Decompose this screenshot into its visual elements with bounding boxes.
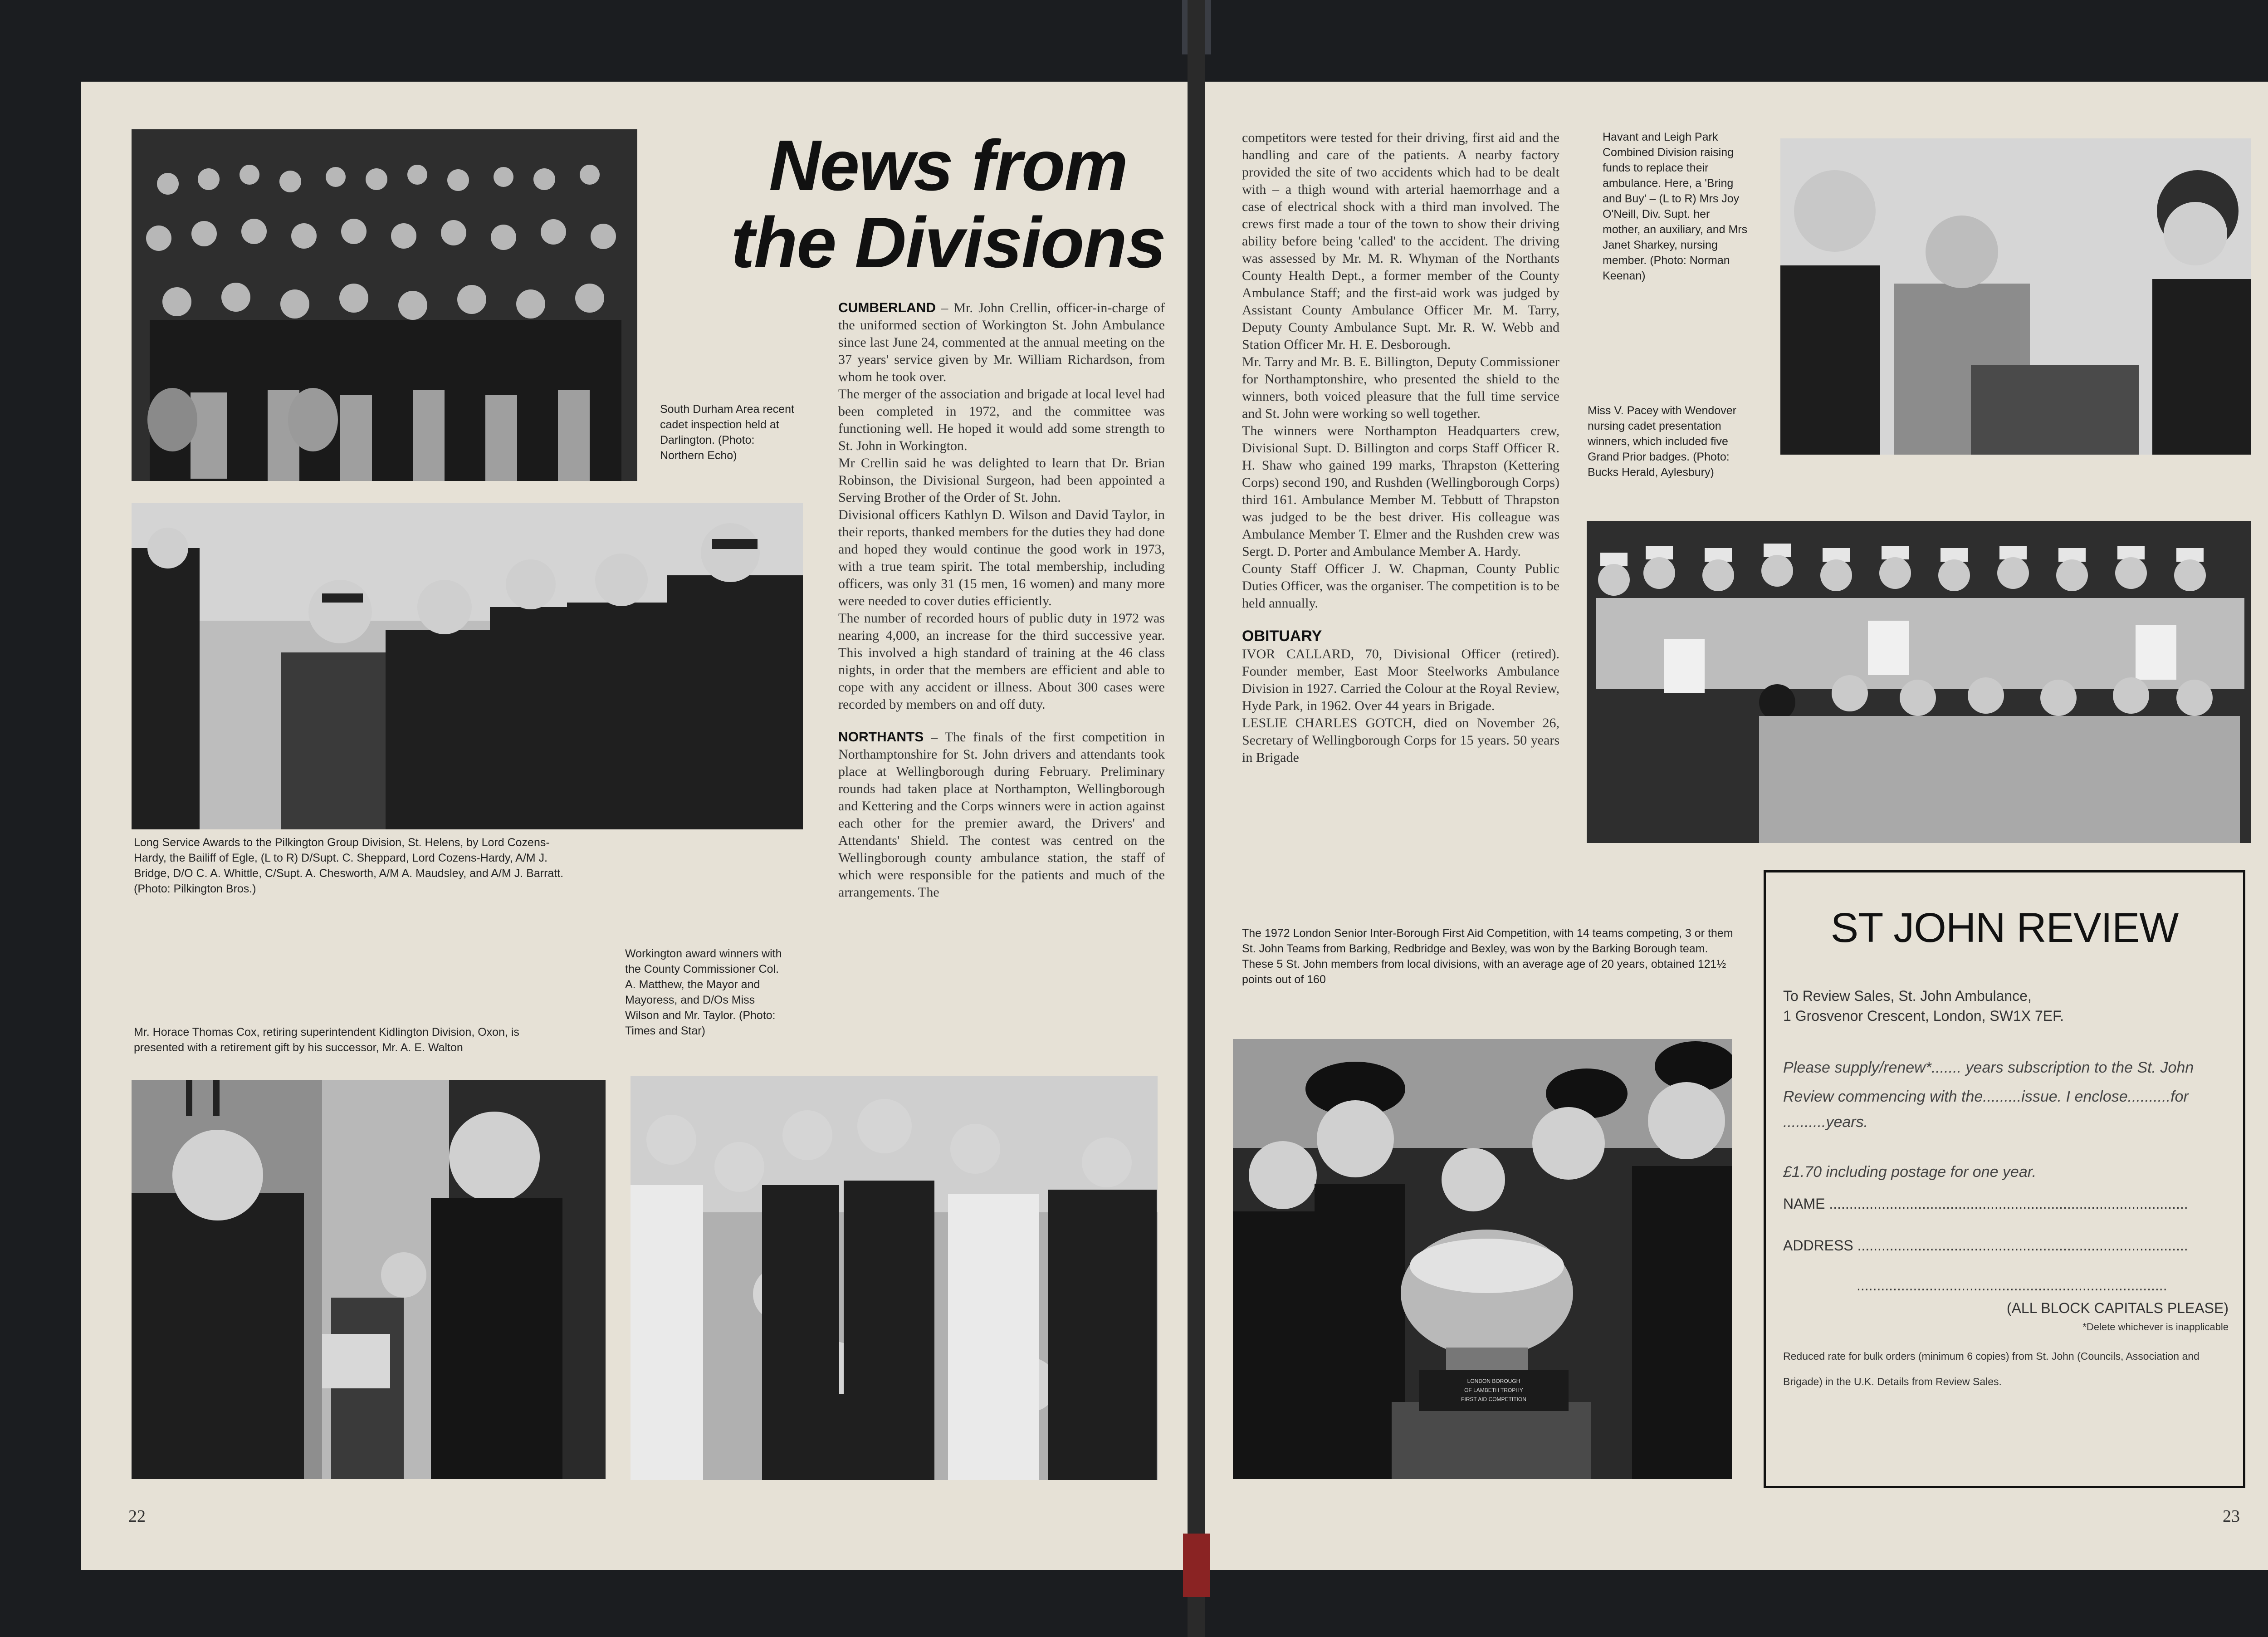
form-name-field[interactable]: NAME ......................................................................................... <box>1783 1196 2188 1212</box>
trophy-plaque <box>1419 1370 1569 1411</box>
photo-horace-cox-retirement <box>132 1080 606 1479</box>
obituary-paragraph-2: LESLIE CHARLES GOTCH, died on November 26, Secretary of Wellingborough Corps for 15 years. 50 years in Brigade <box>1242 716 1559 765</box>
northants-cont-paragraph-3: The winners were Northampton Headquarters crew, Divisional Supt. D. Billington and corps Staff Officer R. H. Shaw who gained 199 marks, Thrapston (Kettering Corps) second 190, and Rushden (Wellingborough Corps) third 161. Ambulance Member M. Tebbutt of Thrapston was judged to be the best driver. His colleague was Ambulance Member T. Elmer and the Rushden crew was Sergt. D. Porter and Ambulance Member A. Hardy. <box>1242 423 1559 559</box>
cumberland-paragraph-1 <box>838 299 1165 386</box>
obituary-heading: OBITUARY <box>1242 627 1322 645</box>
caption-havant: Havant and Leigh Park Combined Division raising funds to replace their ambulance. Here, a 'Bring and Buy' – (L to R) Mrs Joy O'Neill, Div. Supt. her mother, an auxiliary, and Mrs Janet Sharkey, nursing member. (Photo: Norman Keenan) <box>1603 131 1748 282</box>
photo-workington-awards <box>631 1076 1158 1480</box>
form-address-line-1: To Review Sales, St. John Ambulance, <box>1783 988 2032 1004</box>
cumberland-paragraph-5: The number of recorded hours of public duty in 1972 was nearing 4,000, an increase for the third successive year. This involved a high standard of training at the 46 class nights, in order that the members are efficient and able to cope with any accident or illness. About 300 cases were recorded by members on and off duty. <box>838 611 1165 712</box>
form-delete-note: *Delete whichever is inapplicable <box>2082 1321 2229 1333</box>
form-title: ST JOHN REVIEW <box>1830 905 2179 951</box>
caption-workington: Workington award winners with the County Commissioner Col. A. Matthew, the Mayor and Mayoress, and D/Os Miss Wilson and Mr. Taylor. (Photo: Times and Star) <box>625 947 782 1037</box>
cumberland-northants-article <box>838 299 1165 901</box>
cumberland-paragraph-3: Mr Crellin said he was delighted to learn that Dr. Brian Robinson, the Divisional Surgeon, had been appointed a Serving Brother of the Order of St. John. <box>838 456 1165 505</box>
caption-long-service: Long Service Awards to the Pilkington Group Division, St. Helens, by Lord Cozens-Hardy, the Bailiff of Egle, (L to R) D/Supt. C. Sheppard, Lord Cozens-Hardy, A/M J. Bridge, D/O C. A. Whittle, C/Supt. A. Chesworth, A/M A. Maudsley, and A/M J. Barratt. (Photo: Pilkington Bros.) <box>134 836 564 895</box>
form-address-line-2: 1 Grosvenor Crescent, London, SW1X 7EF. <box>1783 1008 2064 1024</box>
photo-havant-bring-and-buy <box>1780 138 2251 455</box>
form-supply-line-1[interactable]: Please supply/renew*....... years subscription to the St. John <box>1783 1059 2194 1076</box>
photo-south-durham-cadets <box>132 129 637 481</box>
page-number-left: 22 <box>128 1507 146 1526</box>
form-caps-note: (ALL BLOCK CAPITALS PLEASE) <box>2006 1300 2229 1316</box>
form-bulk-note: Reduced rate for bulk orders (minimum 6 copies) from St. John (Councils, Association and Brigade) in the U.K. Details from Review Sales. <box>1783 1350 2200 1387</box>
northants-heading: NORTHANTS <box>838 730 924 745</box>
northants-cont-paragraph-1: competitors were tested for their driving, first aid and the handling and care of the patients. A nearby factory provided the site of two accidents which had to be dealt with – a thigh wound with arterial haemorrhage and a case of electrical shock with a third man involved. The crews first made a tour of the town to show their driving ability before being 'called' to the accident. The driving was assessed by Mr. M. R. Whyman of the Northants County Health Dept., a former member of the County Ambulance Staff; and the first-aid work was judged by Assistant County Ambulance Officer Mr. M. Tarry, Deputy County Ambulance Supt. Mr. R. W. Webb and Station Officer Mr. H. E. Desborough. <box>1242 130 1559 352</box>
subscription-form <box>1764 870 2245 1488</box>
form-supply-line-2[interactable]: Review commencing with the.........issue. I enclose..........for <box>1783 1088 2189 1105</box>
page-number-right: 23 <box>2223 1507 2240 1526</box>
form-address-field-2[interactable]: ............................................................................. <box>1857 1277 2167 1294</box>
spine-binding-tab <box>1183 1534 1210 1597</box>
caption-pacey: Miss V. Pacey with Wendover nursing cadet presentation winners, which included five Grand Prior badges. (Photo: Bucks Herald, Aylesbury) <box>1588 404 1736 479</box>
photo-wendover-nursing-cadets <box>1587 521 2251 843</box>
headline-line-1: News from <box>769 126 1127 206</box>
northants-cont-paragraph-4: County Staff Officer J. W. Chapman, County Public Duties Officer, was the organiser. The competition is to be held annually. <box>1242 561 1559 611</box>
caption-horace-cox: Mr. Horace Thomas Cox, retiring superintendent Kidlington Division, Oxon, is presented with a retirement gift by his successor, Mr. A. E. Walton <box>134 1026 519 1054</box>
photo-long-service-awards <box>132 503 803 829</box>
trophy-plaque-line-2: OF LAMBETH TROPHY <box>1464 1387 1523 1393</box>
photo-london-trophy <box>1233 1039 1732 1479</box>
caption-south-durham: South Durham Area recent cadet inspection held at Darlington. (Photo: Northern Echo) <box>660 403 794 462</box>
northants-continuation-article <box>1242 129 1559 766</box>
northants-cont-paragraph-2: Mr. Tarry and Mr. B. E. Billington, Deputy Commissioner for Northamptonshire, who presented the shield to the winners, both voiced pleasure that the full time service and St. John were working so well together. <box>1242 354 1559 421</box>
headline-line-2: the Divisions <box>731 203 1165 283</box>
form-price: £1.70 including postage for one year. <box>1783 1163 2037 1181</box>
obituary-paragraph-1: IVOR CALLARD, 70, Divisional Officer (retired). Founder member, East Moor Steelworks Ambulance Division in 1927. Carried the Colour at the Royal Review, Hyde Park, in 1962. Over 44 years in Brigade. <box>1242 647 1559 713</box>
headline <box>717 127 1179 281</box>
spine <box>1188 0 1205 1637</box>
northants-paragraph-1 <box>838 729 1165 901</box>
form-address-field[interactable]: ADDRESS .................................................................................. <box>1783 1237 2188 1254</box>
northants-p1-text: – The finals of the first competition in Northamptonshire for St. John drivers and attendants took place at Wellingborough during February. Preliminary rounds had taken place at Northampton, Wellingborough and Kettering and the Corps winners were in action against each other for the premier award, the Drivers' and Attendants' Shield. The contest was centred on the Wellingborough county ambulance station, the staff of which were responsible for the patients and much of the arrangements. The <box>838 730 1165 900</box>
cumberland-p1-text: – Mr. John Crellin, officer-in-charge of the uniformed section of Workington St. John Ambulance since last June 24, commented at the annual meeting on the 37 years' service given by Mr. William Richardson, from whom he took over. <box>838 300 1165 384</box>
form-supply-line-3[interactable]: ..........years. <box>1783 1113 1868 1131</box>
cumberland-paragraph-2: The merger of the association and brigade at local level had been completed in 1972, and the committee was functioning well. He hoped it would add some strength to St. John in Workington. <box>838 387 1165 453</box>
trophy-plaque-line-1: LONDON BOROUGH <box>1467 1378 1520 1384</box>
cumberland-heading: CUMBERLAND <box>838 300 936 315</box>
cumberland-paragraph-4: Divisional officers Kathlyn D. Wilson and David Taylor, in their reports, thanked members for the duties they had done and hoped they would continue the good work in 1973, with a true team spirit. The total membership, including officers, was only 31 (15 men, 16 women) and many more were needed to cover duties efficiently. <box>838 507 1165 608</box>
caption-london-competition: The 1972 London Senior Inter-Borough First Aid Competition, with 14 teams competing, 3 or them St. John Teams from Barking, Redbridge and Bexley, was won by the Barking Borough team. These 5 St. John members from local divisions, with an average age of 20 years, obtained 121½ points out of 160 <box>1242 927 1733 986</box>
trophy-plaque-line-3: FIRST AID COMPETITION <box>1461 1396 1526 1402</box>
